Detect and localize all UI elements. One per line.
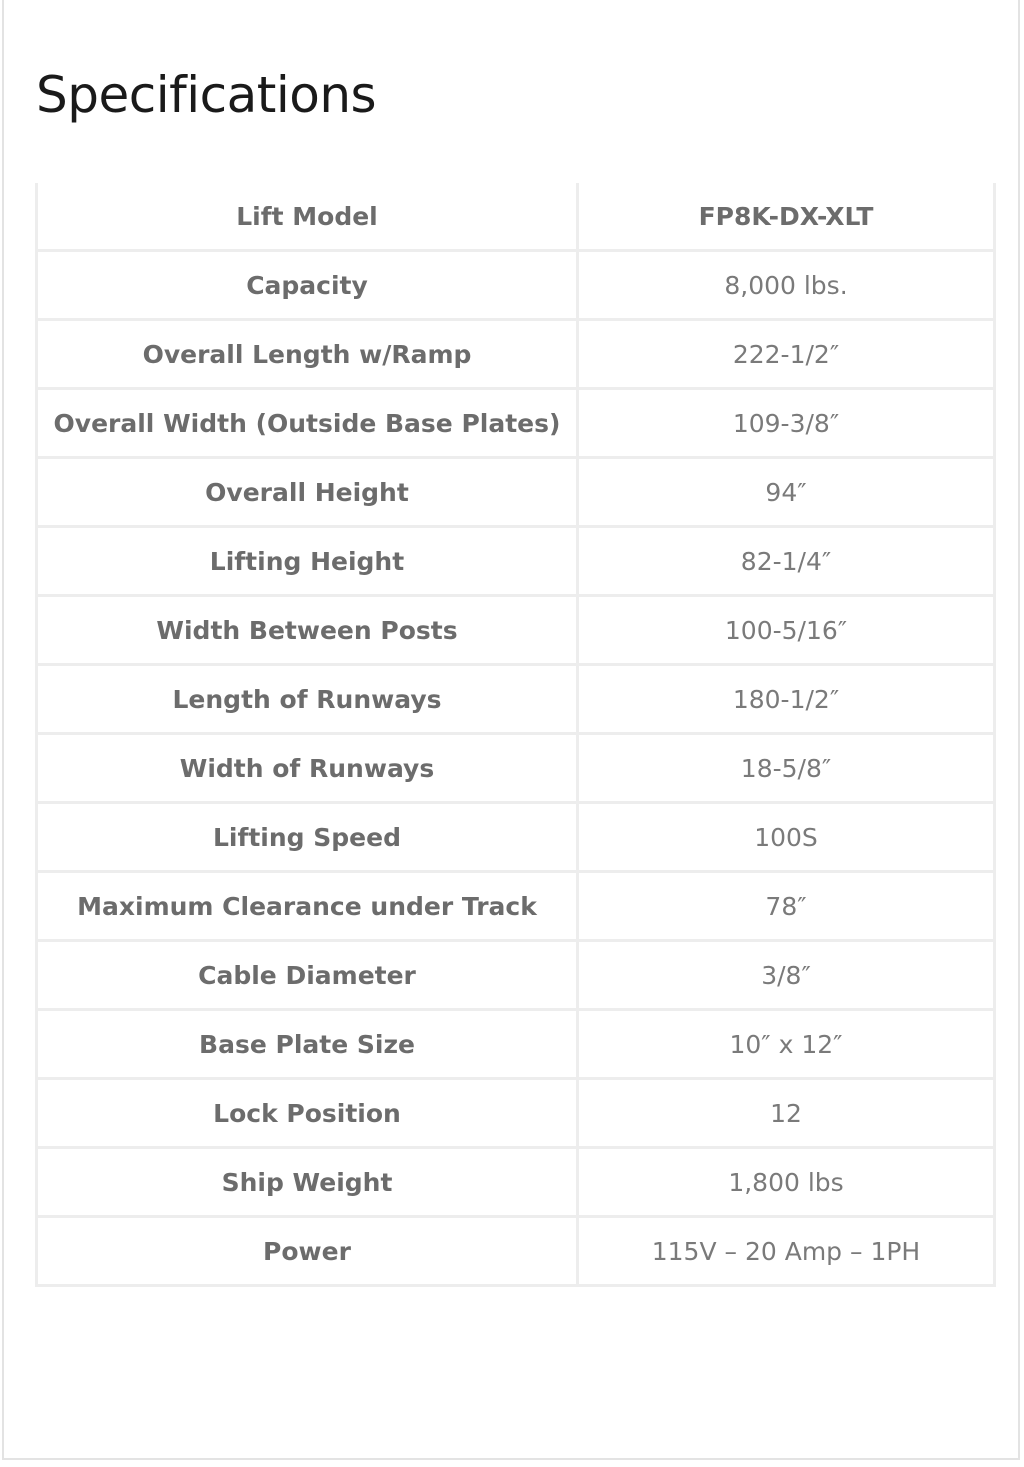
spec-value: 94″ [578, 458, 995, 527]
table-row [37, 389, 995, 458]
spec-label: Capacity [37, 251, 578, 320]
spec-value: 109-3/8″ [578, 389, 995, 458]
spec-value: 78″ [578, 872, 995, 941]
spec-label: Lock Position [37, 1079, 578, 1148]
spec-label: Power [37, 1217, 578, 1286]
spec-value: 180-1/2″ [578, 665, 995, 734]
spec-label: Overall Height [37, 458, 578, 527]
page-title: Specifications [36, 66, 377, 124]
spec-label: Ship Weight [37, 1148, 578, 1217]
table-row [37, 1148, 995, 1217]
spec-label: Width of Runways [37, 734, 578, 803]
table-row [37, 183, 995, 251]
spec-value: 3/8″ [578, 941, 995, 1010]
spec-value: FP8K-DX-XLT [578, 183, 995, 251]
table-row [37, 1010, 995, 1079]
table-row [37, 320, 995, 389]
table-row [37, 458, 995, 527]
table-row [37, 1079, 995, 1148]
spec-value: 82-1/4″ [578, 527, 995, 596]
spec-label: Lifting Height [37, 527, 578, 596]
table-row [37, 872, 995, 941]
table-row [37, 941, 995, 1010]
spec-label: Width Between Posts [37, 596, 578, 665]
table-row [37, 803, 995, 872]
spec-label: Overall Length w/Ramp [37, 320, 578, 389]
table-row [37, 527, 995, 596]
table-row [37, 1217, 995, 1286]
spec-value: 100S [578, 803, 995, 872]
table-row [37, 596, 995, 665]
spec-label: Lift Model [37, 183, 578, 251]
spec-value: 222-1/2″ [578, 320, 995, 389]
spec-value: 100-5/16″ [578, 596, 995, 665]
spec-label: Base Plate Size [37, 1010, 578, 1079]
spec-label: Maximum Clearance under Track [37, 872, 578, 941]
table-row [37, 251, 995, 320]
spec-label: Length of Runways [37, 665, 578, 734]
spec-value: 8,000 lbs. [578, 251, 995, 320]
table-row [37, 734, 995, 803]
table-row [37, 665, 995, 734]
spec-label: Overall Width (Outside Base Plates) [37, 389, 578, 458]
spec-value: 1,800 lbs [578, 1148, 995, 1217]
spec-value: 10″ x 12″ [578, 1010, 995, 1079]
spec-value: 12 [578, 1079, 995, 1148]
spec-label: Cable Diameter [37, 941, 578, 1010]
spec-value: 115V – 20 Amp – 1PH [578, 1217, 995, 1286]
specifications-table [35, 183, 996, 1287]
spec-value: 18-5/8″ [578, 734, 995, 803]
spec-label: Lifting Speed [37, 803, 578, 872]
